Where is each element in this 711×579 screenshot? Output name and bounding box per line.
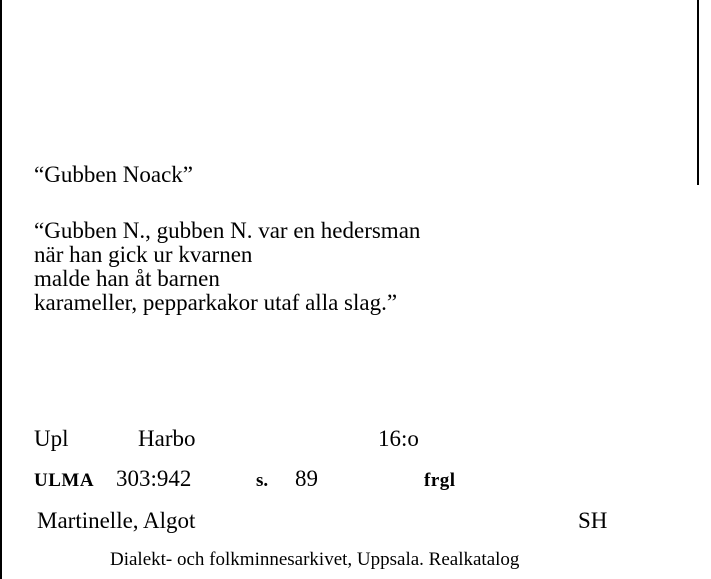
verse-line-3: malde han åt barnen (34, 266, 220, 291)
page-number: 89 (295, 466, 318, 491)
parish-label: Harbo (138, 426, 196, 451)
verse-line-4: karameller, pepparkakor utaf alla slag.” (34, 290, 398, 315)
page-label: s. (256, 470, 269, 491)
type-label: frgl (424, 470, 456, 491)
card-right-edge (697, 0, 699, 185)
song-title: “Gubben Noack” (34, 162, 194, 187)
song-verse (34, 219, 420, 315)
card-left-edge (0, 0, 2, 579)
verse-line-2: när han gick ur kvarnen (34, 242, 253, 267)
informant-name: Martinelle, Algot (37, 508, 196, 533)
recorder-initials: SH (578, 508, 608, 533)
card-footer: Dialekt- och folkminnesarkivet, Uppsala. Realkatalog (110, 549, 520, 570)
province-label: Upl (34, 426, 69, 451)
category-code: 16:o (378, 426, 419, 451)
verse-line-1: “Gubben N., gubben N. var en hedersman (34, 218, 421, 243)
reference-number: 303:942 (116, 466, 192, 491)
archive-label: ULMA (34, 470, 95, 491)
